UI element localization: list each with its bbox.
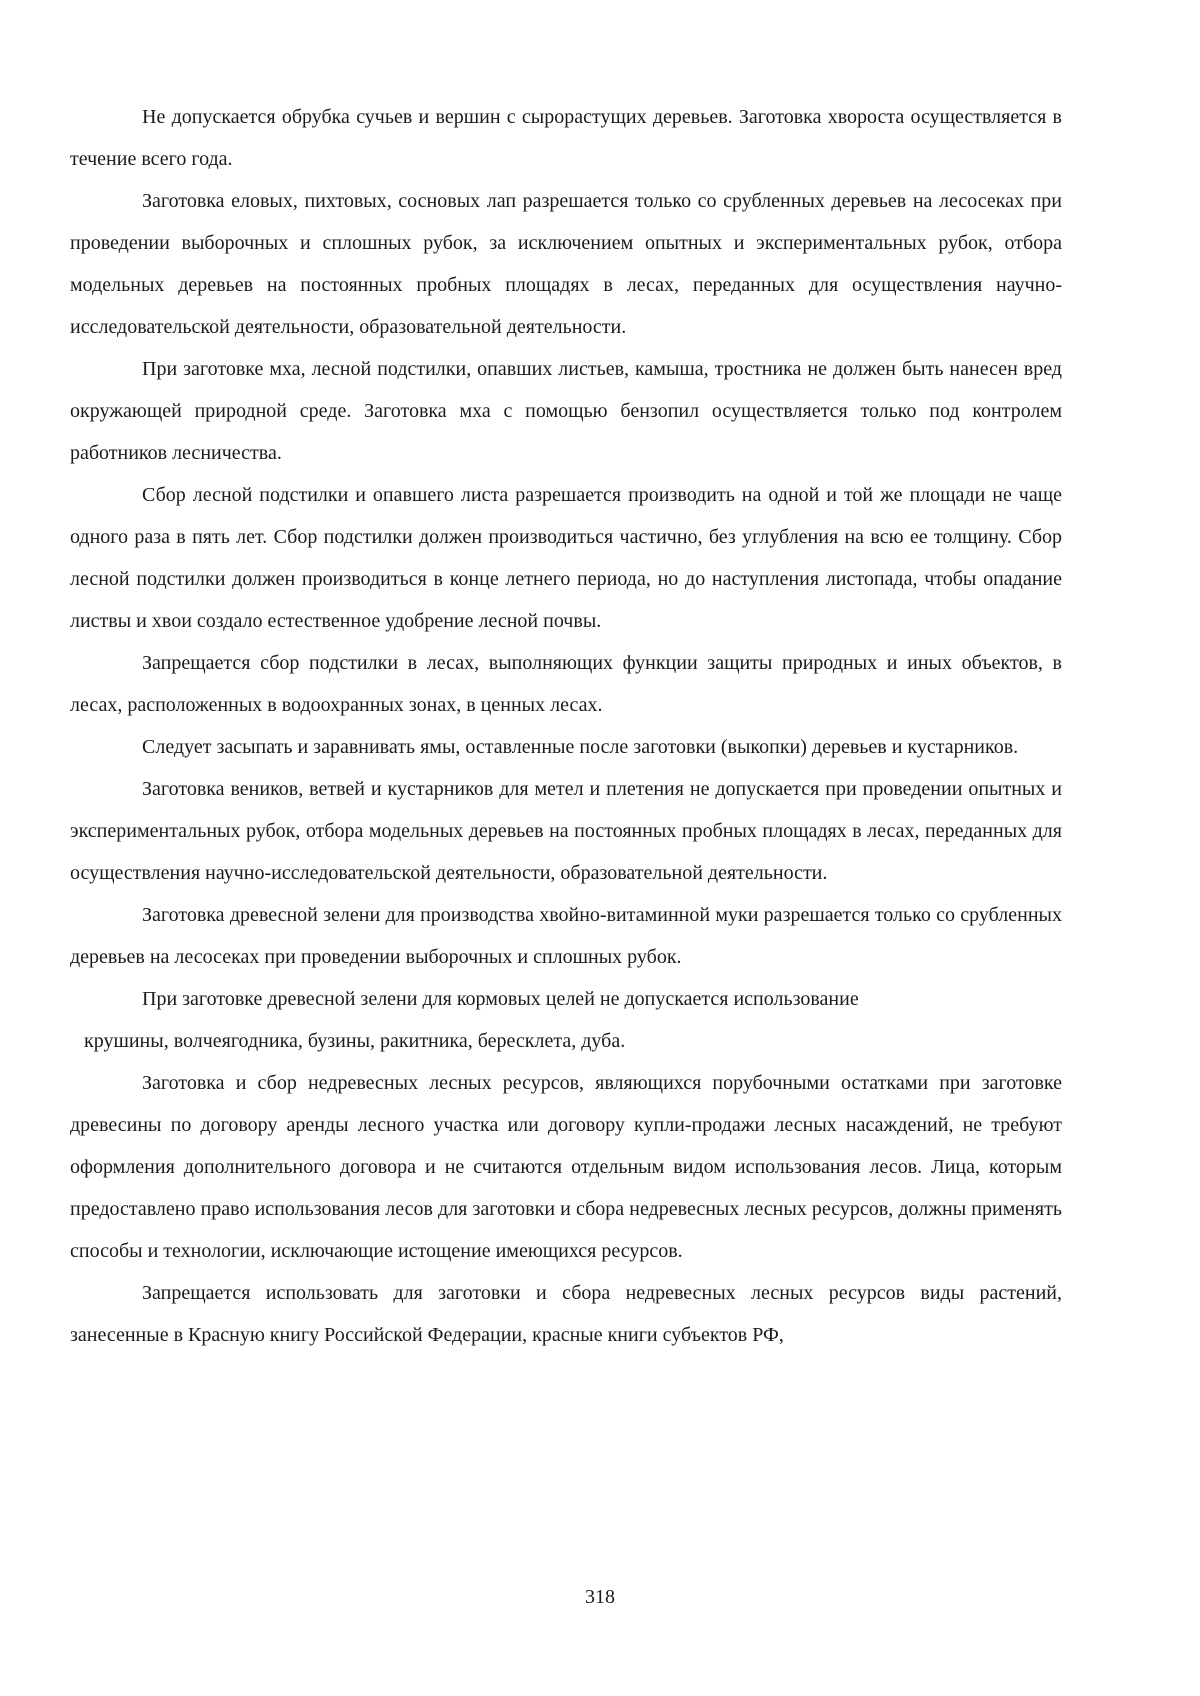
body-text [70, 96, 1062, 1356]
paragraph-3: При заготовке мха, лесной подстилки, опавших листьев, камыша, тростника не должен быть нанесен вред окружающей природной среде. Заготовка мха с помощью бензопил осуществляется только под контролем работников лесничества. [70, 358, 1062, 464]
paragraph-4: Сбор лесной подстилки и опавшего листа разрешается производить на одной и той же площади не чаще одного раза в пять лет. Сбор подстилки должен производиться частично, без углубления на всю ее толщину. Сбор лесной подстилки должен производиться в конце летнего периода, но до наступления листопада, чтобы опадание листвы и хвои создало естественное удобрение лесной почвы. [70, 484, 1062, 632]
paragraph-5: Запрещается сбор подстилки в лесах, выполняющих функции защиты природных и иных объектов, в лесах, расположенных в водоохранных зонах, в ценных лесах. [70, 652, 1062, 716]
paragraph-8: Заготовка древесной зелени для производства хвойно-витаминной муки разрешается только со срубленных деревьев на лесосеках при проведении выборочных и сплошных рубок. [70, 904, 1062, 968]
page-number: 318 [585, 1586, 615, 1608]
paragraph-7: Заготовка веников, ветвей и кустарников для метел и плетения не допускается при проведении опытных и экспериментальных рубок, отбора модельных деревьев на постоянных пробных площадях в лесах, переданных для осуществления научно-исследовательской деятельности, образовательной деятельности. [70, 778, 1062, 884]
paragraph-9-line-2: крушины, волчеягодника, бузины, ракитника, бересклета, дуба. [84, 1030, 626, 1052]
paragraph-10: Заготовка и сбор недревесных лесных ресурсов, являющихся порубочными остатками при заготовке древесины по договору аренды лесного участка или договору купли-продажи лесных насаждений, не требуют оформления дополнительного договора и не считаются отдельным видом использования лесов. Лица, которым предоставлено право использования лесов для заготовки и сбора недревесных лесных ресурсов, должны применять способы и технологии, исключающие истощение имеющихся ресурсов. [70, 1072, 1062, 1262]
paragraph-9 [70, 978, 1062, 1062]
paragraph-6: Следует засыпать и заравнивать ямы, оставленные после заготовки (выкопки) деревьев и кустарников. [142, 736, 1019, 758]
paragraph-2: Заготовка еловых, пихтовых, сосновых лап разрешается только со срубленных деревьев на лесосеках при проведении выборочных и сплошных рубок, за исключением опытных и экспериментальных рубок, отбора модельных деревьев на постоянных пробных площадях в лесах, переданных для осуществления научно-исследовательской деятельности, образовательной деятельности. [70, 190, 1062, 338]
paragraph-11: Запрещается использовать для заготовки и сбора недревесных лесных ресурсов виды растений, занесенные в Красную книгу Российской Федерации, красные книги субъектов РФ, [70, 1282, 1062, 1346]
paragraph-1: Не допускается обрубка сучьев и вершин с сырорастущих деревьев. Заготовка хвороста осуществляется в течение всего года. [70, 106, 1062, 170]
paragraph-9-line-1: При заготовке древесной зелени для кормовых целей не допускается использование [142, 988, 859, 1010]
